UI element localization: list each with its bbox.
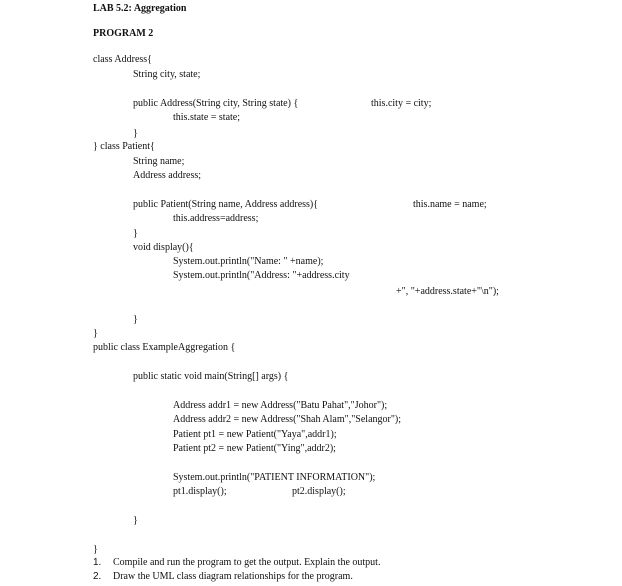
code-line: String name; (133, 156, 185, 167)
code-line: this.city = city; (371, 98, 432, 109)
code-line: } (93, 328, 98, 339)
code-line: Patient pt2 = new Patient("Ying",addr2); (173, 443, 336, 454)
code-line: public Patient(String name, Address address){ (133, 199, 319, 210)
code-line: } class Patient{ (93, 141, 155, 152)
code-line: System.out.println("Address: "+address.city (173, 270, 350, 281)
task-text: Draw the UML class diagram relationships for the program. (113, 571, 353, 582)
code-line: public Address(String city, String state) { (133, 98, 299, 109)
code-line: pt2.display(); (292, 486, 346, 497)
program-title: PROGRAM 2 (93, 28, 154, 39)
code-line: } (133, 128, 138, 139)
code-line: } (93, 544, 98, 555)
code-line: class Address{ (93, 54, 152, 65)
code-line: public static void main(String[] args) { (133, 371, 289, 382)
code-line: this.name = name; (413, 199, 487, 210)
code-line: } (133, 515, 138, 526)
code-line: pt1.display(); (173, 486, 227, 497)
code-line: void display(){ (133, 242, 194, 253)
code-line: this.state = state; (173, 112, 241, 123)
code-line: Address addr1 = new Address("Batu Pahat","Johor"); (173, 400, 388, 411)
code-line: Address address; (133, 170, 202, 181)
code-line: public class ExampleAggregation { (93, 342, 236, 353)
task-number: 1. (93, 557, 102, 568)
code-line: } (133, 314, 138, 325)
lab-title: LAB 5.2: Aggregation (93, 3, 187, 14)
code-line: System.out.println("Name: " +name); (173, 256, 324, 267)
code-line: String city, state; (133, 69, 201, 80)
code-line: System.out.println("PATIENT INFORMATION"); (173, 472, 376, 483)
code-line: this.address=address; (173, 213, 259, 224)
code-line: Address addr2 = new Address("Shah Alam","Selangor"); (173, 414, 402, 425)
code-line: } (133, 228, 138, 239)
task-text: Compile and run the program to get the output. Explain the output. (113, 557, 381, 568)
code-line: +", "+address.state+"\n"); (396, 286, 499, 297)
task-number: 2. (93, 571, 102, 582)
code-line: Patient pt1 = new Patient("Yaya",addr1); (173, 429, 337, 440)
